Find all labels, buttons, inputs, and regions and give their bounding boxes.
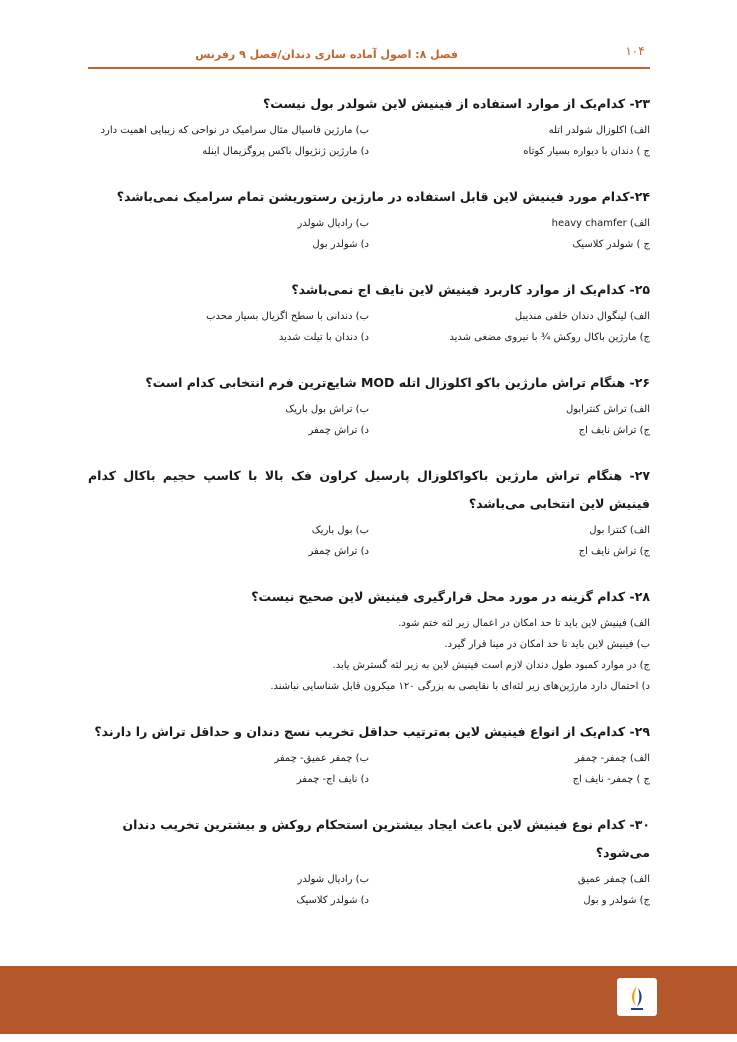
questions-list [88, 90, 650, 932]
question-title: ۲۹- کدام‌یک از انواع فینیش لاین به‌ترتیب حداقل تخریب نسج دندان و حداقل تراش را دارند؟ [94, 724, 650, 739]
option-jim: ج ) چمفر- نایف اج [572, 774, 650, 785]
option-alef: الف) اکلوزال شولدر اتله [548, 125, 650, 136]
question-28 [88, 583, 650, 697]
option-dal: د) تراش چمفر [308, 425, 369, 436]
question-title: ۲۸- کدام گزینه در مورد محل قرارگیری فینیش لاین صحیح نیست؟ [251, 589, 650, 604]
question-26 [88, 369, 650, 441]
option-alef: الف) چمفر عمیق [577, 874, 650, 885]
option-alef: الف) چمفر- چمفر [574, 753, 650, 764]
option-dal: د) شولدر کلاسیک [296, 895, 369, 906]
question-29 [88, 718, 650, 790]
option-jim: ج ) شولدر کلاسیک [572, 239, 650, 250]
option-be: ب) فینیش لاین باید تا حد امکان در مینا قرار گیرد. [444, 639, 650, 650]
question-title: ۲۵- کدام‌یک از موارد کاربرد فینیش لاین نایف اج نمی‌باشد؟ [291, 282, 650, 297]
option-dal: د) احتمال دارد مارژین‌های زیر لثه‌ای با نقایصی به بزرگی ۱۲۰ میکرون قابل شناسایی نباشند. [270, 681, 650, 692]
option-jim: ج) مارژین باکال روکش ¾ با نیروی مضغی شدید [449, 332, 650, 343]
option-jim: ج) تراش نایف اج [578, 425, 650, 436]
page-number: ۱۰۴ [625, 44, 645, 58]
option-jim: ج) تراش نایف اج [578, 546, 650, 557]
option-be: ب) بول باریک [311, 525, 369, 536]
chapter-header-title: فصل ۸: اصول آماده سازی دندان/فصل ۹ رفرنس [195, 48, 458, 61]
question-title: ۲۷- هنگام تراش مارژین باکواکلوزال پارسیل کراون فک بالا با کاسپ حجیم باکال کدام فینیش لاین انتخابی می‌باشد؟ [88, 468, 650, 511]
question-24 [88, 183, 650, 255]
option-be: ب) دندانی با سطح اگزیال بسیار محدب [206, 311, 369, 322]
option-be: ب) تراش بول باریک [285, 404, 369, 415]
option-be: ب) مارژین فاسیال مثال سرامیک در نواحی که زیبایی اهمیت دارد [100, 125, 369, 136]
header-divider [88, 67, 650, 69]
question-25 [88, 276, 650, 348]
option-jim: ج) شولدر و بول [583, 895, 650, 906]
option-be: ب) چمفر عمیق- چمفر [274, 753, 369, 764]
option-alef: الف) تراش کنترابول [565, 404, 650, 415]
question-23 [88, 90, 650, 162]
question-30 [88, 811, 650, 911]
option-be: ب) رادیال شولدر [297, 218, 369, 229]
option-jim: ج) در موارد کمبود طول دندان لازم است فینیش لاین به زیر لثه گسترش یابد. [332, 660, 650, 671]
option-alef: الف) heavy chamfer [551, 218, 650, 229]
option-be: ب) رادیال شولدر [297, 874, 369, 885]
option-dal: د) دندان با تیلت شدید [278, 332, 369, 343]
option-dal: د) تراش چمفر [308, 546, 369, 557]
option-dal: د) نایف اج- چمفر [296, 774, 369, 785]
question-title: ۲۶- هنگام تراش مارژین باکو اکلوزال اتله MOD شایع‌ترین فرم انتخابی کدام است؟ [145, 375, 650, 390]
option-alef: الف) کنترا بول [589, 525, 650, 536]
question-27 [88, 462, 650, 562]
option-alef: الف) فینیش لاین باید تا حد امکان در اعمال زیر لثه ختم شود. [398, 618, 650, 629]
question-title: ۳۰- کدام نوع فینیش لاین باعث ایجاد بیشترین استحکام روکش و بیشترین تخریب دندان می‌شود؟ [122, 817, 650, 860]
option-dal: د) شولدر بول [312, 239, 369, 250]
question-title: ۲۴-کدام مورد فینیش لاین قابل استفاده در مارژین رستوریشن تمام سرامیک نمی‌باشد؟ [116, 189, 650, 204]
option-jim: ج ) دندان با دیواره بسیار کوتاه [523, 146, 650, 157]
question-title: ۲۳- کدام‌یک از موارد استفاده از فینیش لاین شولدر بول نیست؟ [262, 96, 650, 111]
option-alef: الف) لینگوال دندان خلفی مندیبل [514, 311, 650, 322]
option-dal: د) مارژین ژنژیوال باکس پروگزیمال اینله [202, 146, 369, 157]
publisher-logo-icon [617, 978, 657, 1016]
